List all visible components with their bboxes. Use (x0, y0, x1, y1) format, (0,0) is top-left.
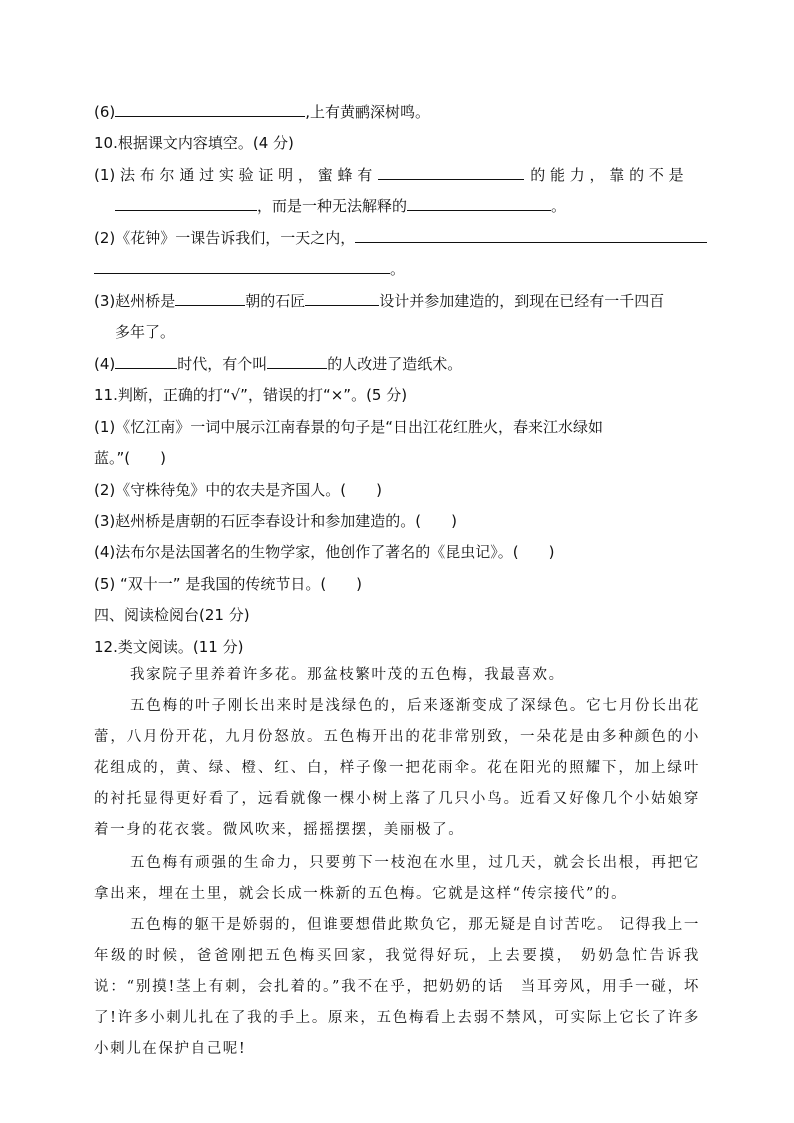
q10-item-1-line1: (1) 法 布 尔 通 过 实 验 证 明 ， 蜜 蜂 有 的 能 力 ， 靠 的 不 是 (94, 166, 684, 184)
answer-blank[interactable] (378, 165, 524, 180)
q11-title: 11.判断，正确的打“√”，错误的打“×”。(5 分) (94, 386, 408, 404)
answer-blank[interactable] (175, 291, 245, 306)
q12-title: 12.类文阅读。(11 分) (94, 638, 244, 656)
q10-item-4: (4) 时代，有个叫 的人改进了造纸术。 (94, 355, 463, 373)
q10-item-3-line1: (3)赵州桥是 朝的石匠 设计并参加建造的，到现在已经有一千四百 (94, 292, 665, 310)
answer-blank[interactable] (305, 291, 379, 306)
q11-item-3: (3)赵州桥是唐朝的石匠李春设计和参加建造的。( ) (94, 512, 457, 530)
answer-blank[interactable] (94, 259, 390, 274)
answer-blank[interactable] (267, 354, 327, 369)
passage-paragraph-1: 我家院子里养着许多花。那盆枝繁叶茂的五色梅，我最喜欢。 (130, 667, 565, 683)
q11-item-4: (4)法布尔是法国著名的生物学家，他创作了著名的《昆虫记》。( ) (94, 543, 555, 561)
q10-item-3-line2: 多年了。 (115, 323, 176, 341)
passage-paragraph-2: 五色梅的叶子刚长出来时是浅绿色的，后来逐渐变成了深绿色。它七月份长出花蕾，八月份开花，九月份怒放。五色梅开出的花非常别致，一朵花是由多种颜色的小花组成的，黄、绿、橙、红、白，样子像一把花雨伞。花在阳光的照耀下，加上绿叶的衬托显得更好看了，远看就像一棵小树上落了几只小鸟。近看又好像几个小姑娘穿着一身的花衣裳。微风吹来，摇摇摆摆，美丽极了。 (94, 698, 700, 838)
q11-item-2: (2)《守株待兔》中的农夫是齐国人。( ) (94, 481, 382, 499)
q10-item-1-line2: ，而是一种无法解释的 。 (115, 196, 566, 216)
answer-blank[interactable] (407, 196, 551, 211)
q11-item-5: (5) “双十一” 是我国的传统节日。( ) (94, 575, 363, 593)
q10-item-2-line2: 。 (94, 259, 405, 279)
answer-blank[interactable] (115, 354, 177, 369)
q9-item-6: (6) ,上有黄鹂深树鸣。 (94, 103, 431, 121)
q10-title: 10.根据课文内容填空。(4 分) (94, 134, 294, 152)
q10-item-2-line1: (2)《花钟》一课告诉我们，一天之内， (94, 228, 707, 248)
q11-item-1-line1: (1)《忆江南》一词中展示江南春景的句子是“日出江花红胜火，春来江水绿如 (94, 418, 604, 436)
answer-blank[interactable] (115, 196, 257, 211)
answer-blank[interactable] (115, 102, 305, 117)
answer-blank[interactable] (355, 228, 707, 243)
passage-paragraph-3: 五色梅有顽强的生命力，只要剪下一枝泡在水里，过几天，就会长出根，再把它拿出来，埋在土里，就会长成一株新的五色梅。它就是这样“传宗接代”的。 (94, 855, 700, 902)
q11-item-1-line2: 蓝。”( ) (94, 449, 166, 467)
section-4-title: 四、阅读检阅台(21 分) (94, 606, 250, 624)
passage-paragraph-4: 五色梅的躯干是娇弱的，但谁要想借此欺负它，那无疑是自讨苦吃。 记得我上一年级的时候，爸爸刚把五色梅买回家，我觉得好玩，上去要摸， 奶奶急忙告诉我说：“别摸!茎上有刺，会扎着的。”我不在乎，把奶奶的话 当耳旁风，用手一碰，坏了!许多小刺儿扎在了我的手上。原来，五色梅看上去弱不禁风，可实际上它长了许多小刺儿在保护自己呢! (94, 917, 700, 1057)
